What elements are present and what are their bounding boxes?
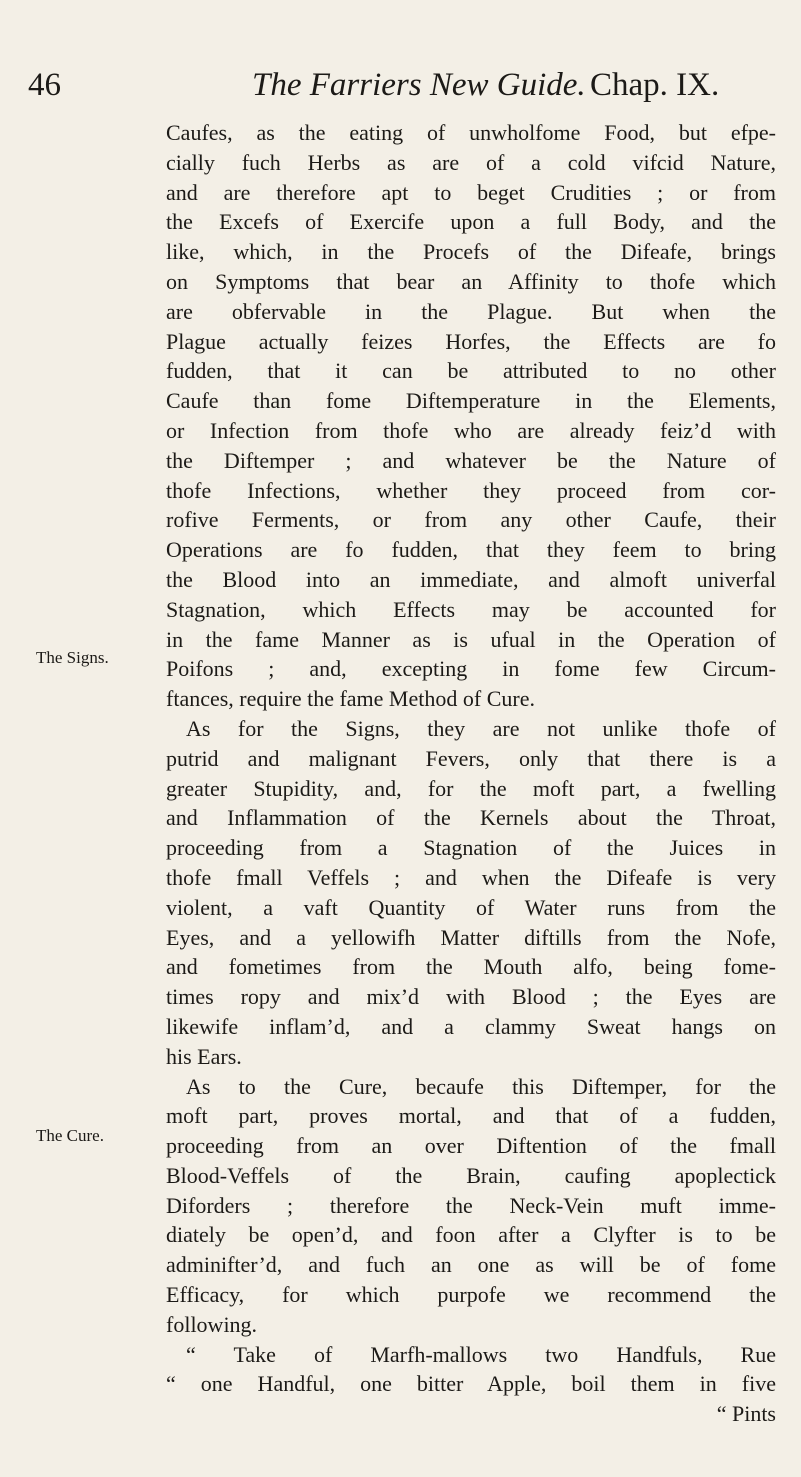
text-line: rofive Ferments, or from any other Caufe, their [166,507,776,533]
text-line: and Inflammation of the Kernels about the Throat, [166,805,776,831]
text-line: “ Take of Marfh-mallows two Handfuls, Rue [186,1341,776,1367]
text-line: the Excefs of Exercife upon a full Body, and the [166,209,776,235]
chapter-label: Chap. IX. [590,67,720,103]
body-text [166,118,776,1429]
text-line: in the fame Manner as is ufual in the Operation of [166,626,776,652]
text-line: and fometimes from the Mouth alfo, being fome- [166,954,776,980]
text-line: Plague actually feizes Horfes, the Effects are fo [166,328,776,354]
text-line: Poifons ; and, excepting in fome few Circum- [166,656,776,682]
text-line: ftances, require the fame Method of Cure. [166,686,535,712]
text-line: the Blood into an immediate, and almoft univerfal [166,566,776,592]
text-line: “ one Handful, one bitter Apple, boil them in five [166,1371,776,1397]
text-line: proceeding from a Stagnation of the Juices in [166,835,776,861]
margin-note-cure: The Cure. [36,1126,104,1145]
text-line: As to the Cure, becaufe this Diftemper, for the [186,1073,776,1099]
text-line: putrid and malignant Fevers, only that there is a [166,745,776,771]
text-line: and are therefore apt to beget Crudities ; or from [166,179,776,205]
text-line: cially fuch Herbs as are of a cold vifcid Nature, [166,149,776,175]
text-line: Operations are fo fudden, that they feem to bring [166,537,776,563]
text-line: moft part, proves mortal, and that of a fudden, [166,1103,776,1129]
text-line: thofe fmall Veffels ; and when the Difeafe is very [166,864,776,890]
text-line: times ropy and mix’d with Blood ; the Eyes are [166,984,776,1010]
text-line: the Diftemper ; and whatever be the Nature of [166,447,776,473]
text-line: Eyes, and a yellowifh Matter diftills from the Nofe, [166,924,776,950]
text-line: or Infection from thofe who are already feiz’d with [166,417,776,443]
text-line: adminifter’d, and fuch an one as will be of fome [166,1252,776,1278]
text-line: Blood-Veffels of the Brain, caufing apoplectick [166,1162,776,1188]
text-line: like, which, in the Procefs of the Difeafe, brings [166,239,776,265]
page-header [0,60,801,110]
text-line: thofe Infections, whether they proceed from cor- [166,477,776,503]
text-line: Stagnation, which Effects may be accounted for [166,596,776,622]
text-line: proceeding from an over Diftention of the fmall [166,1133,776,1159]
text-line: likewife inflam’d, and a clammy Sweat hangs on [166,1013,776,1039]
text-line: Efficacy, for which purpofe we recommend the [166,1282,776,1308]
text-line: Caufes, as the eating of unwholfome Food, but efpe- [166,120,776,145]
running-title: The Farriers New Guide. [252,67,586,103]
text-line: diately be open’d, and foon after a Clyfter is to be [166,1222,776,1248]
text-line: following. [166,1311,258,1337]
text-line: Caufe than fome Diftemperature in the Elements, [166,388,776,414]
text-line: are obfervable in the Plague. But when the [166,298,776,324]
text-line: Diforders ; therefore the Neck-Vein muft imme- [166,1192,776,1218]
text-line: greater Stupidity, and, for the moft part, a fwelling [166,775,776,801]
text-line: As for the Signs, they are not unlike thofe of [186,715,776,741]
text-line: violent, a vaft Quantity of Water runs from the [166,894,776,920]
text-line: on Symptoms that bear an Affinity to thofe which [166,268,776,294]
text-line: fudden, that it can be attributed to no other [166,358,776,384]
margin-note-signs: The Signs. [36,648,109,667]
catchword-line: “ Pints [716,1401,776,1427]
page-number: 46 [28,67,61,103]
text-line: his Ears. [166,1043,242,1069]
